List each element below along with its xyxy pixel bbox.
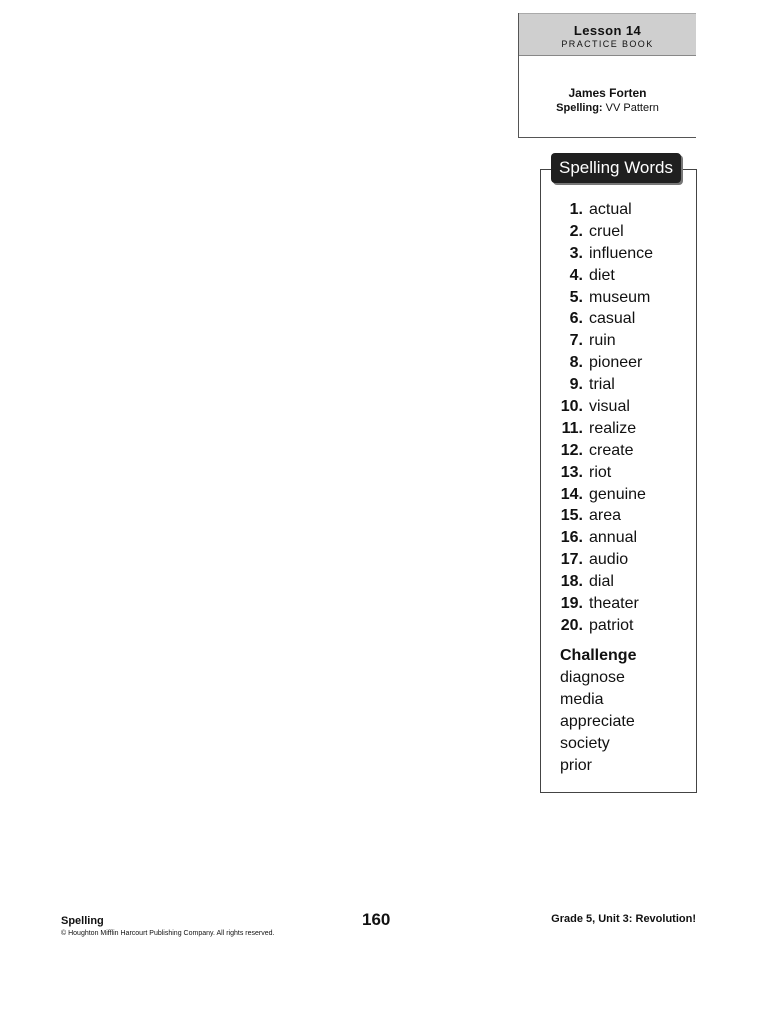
spelling-word-list: [553, 199, 683, 637]
word-text: theater: [589, 595, 639, 613]
challenge-word-list: [560, 667, 636, 776]
word-text: realize: [589, 419, 637, 437]
spelling-word-item: [553, 199, 683, 221]
spelling-word-item: [553, 484, 683, 506]
spelling-word-item: [553, 549, 683, 571]
word-number: 10.: [560, 398, 583, 416]
footer-subject: Spelling: [61, 915, 104, 927]
word-number: 20.: [560, 616, 583, 634]
lesson-title: Lesson 14: [573, 23, 642, 38]
lesson-subtitle: PRACTICE BOOK: [561, 39, 654, 49]
word-number: 2.: [569, 222, 583, 240]
word-number: 7.: [569, 332, 583, 350]
spelling-word-item: [553, 462, 683, 484]
word-text: create: [589, 441, 634, 459]
spelling-words-heading: Spelling Words: [551, 153, 681, 183]
footer-copyright: © Houghton Mifflin Harcourt Publishing Company. All rights reserved.: [61, 930, 275, 937]
word-text: dial: [589, 573, 614, 591]
word-text: pioneer: [589, 354, 643, 372]
challenge-heading: Challenge: [560, 647, 637, 664]
word-number: 1.: [569, 201, 583, 218]
challenge-word-item: diagnose: [560, 669, 625, 686]
word-text: ruin: [589, 332, 616, 350]
word-text: trial: [589, 376, 615, 394]
challenge-word-item: prior: [560, 756, 593, 774]
topic-label: Spelling:: [556, 102, 603, 114]
word-number: 15.: [560, 507, 583, 525]
spelling-word-item: [553, 330, 683, 352]
spelling-word-item: [553, 418, 683, 440]
footer-unit: Grade 5, Unit 3: Revolution!: [551, 913, 696, 925]
word-text: visual: [589, 398, 630, 416]
spelling-word-item: [553, 440, 683, 462]
challenge-word-item: appreciate: [560, 712, 635, 730]
challenge-word-item: media: [560, 690, 604, 708]
word-number: 13.: [560, 463, 583, 481]
word-text: area: [589, 507, 622, 525]
word-number: 11.: [561, 419, 583, 437]
word-text: casual: [589, 310, 636, 328]
word-text: riot: [589, 463, 612, 481]
spelling-word-item: [553, 593, 683, 615]
spelling-word-item: [553, 505, 683, 527]
spelling-word-item: [553, 352, 683, 374]
word-number: 3.: [569, 244, 583, 262]
spelling-word-item: [553, 221, 683, 243]
word-text: cruel: [589, 222, 624, 240]
word-number: 8.: [569, 354, 583, 372]
page-number: 160: [362, 910, 391, 929]
word-text: patriot: [589, 616, 634, 634]
story-title: James Forten: [568, 86, 647, 100]
word-number: 9.: [569, 376, 583, 394]
topic-value: VV Pattern: [605, 102, 659, 114]
lesson-band: [519, 13, 696, 56]
word-text: influence: [589, 244, 654, 262]
word-number: 6.: [569, 310, 583, 328]
lesson-header: [518, 13, 696, 138]
spelling-word-item: [553, 243, 683, 265]
word-text: genuine: [589, 485, 646, 503]
word-text: actual: [589, 201, 632, 218]
spelling-word-item: [553, 571, 683, 593]
challenge-word-item: society: [560, 734, 610, 752]
spelling-word-item: [553, 287, 683, 309]
word-number: 19.: [560, 595, 583, 613]
spelling-word-item: [553, 265, 683, 287]
spelling-word-item: [553, 308, 683, 330]
spelling-word-item: [553, 396, 683, 418]
spelling-word-item: [553, 615, 683, 637]
word-text: diet: [589, 266, 615, 284]
spelling-word-item: [553, 527, 683, 549]
word-number: 16.: [560, 529, 583, 547]
word-number: 18.: [560, 573, 583, 591]
word-number: 17.: [560, 551, 583, 569]
spelling-word-item: [553, 374, 683, 396]
word-number: 5.: [569, 288, 583, 306]
word-number: 4.: [569, 266, 583, 284]
word-text: audio: [589, 551, 629, 569]
word-number: 12.: [560, 441, 583, 459]
word-text: annual: [589, 529, 638, 547]
challenge-section: [560, 645, 636, 776]
word-number: 14.: [560, 485, 583, 503]
word-text: museum: [589, 288, 651, 306]
lesson-topic: [519, 102, 696, 114]
